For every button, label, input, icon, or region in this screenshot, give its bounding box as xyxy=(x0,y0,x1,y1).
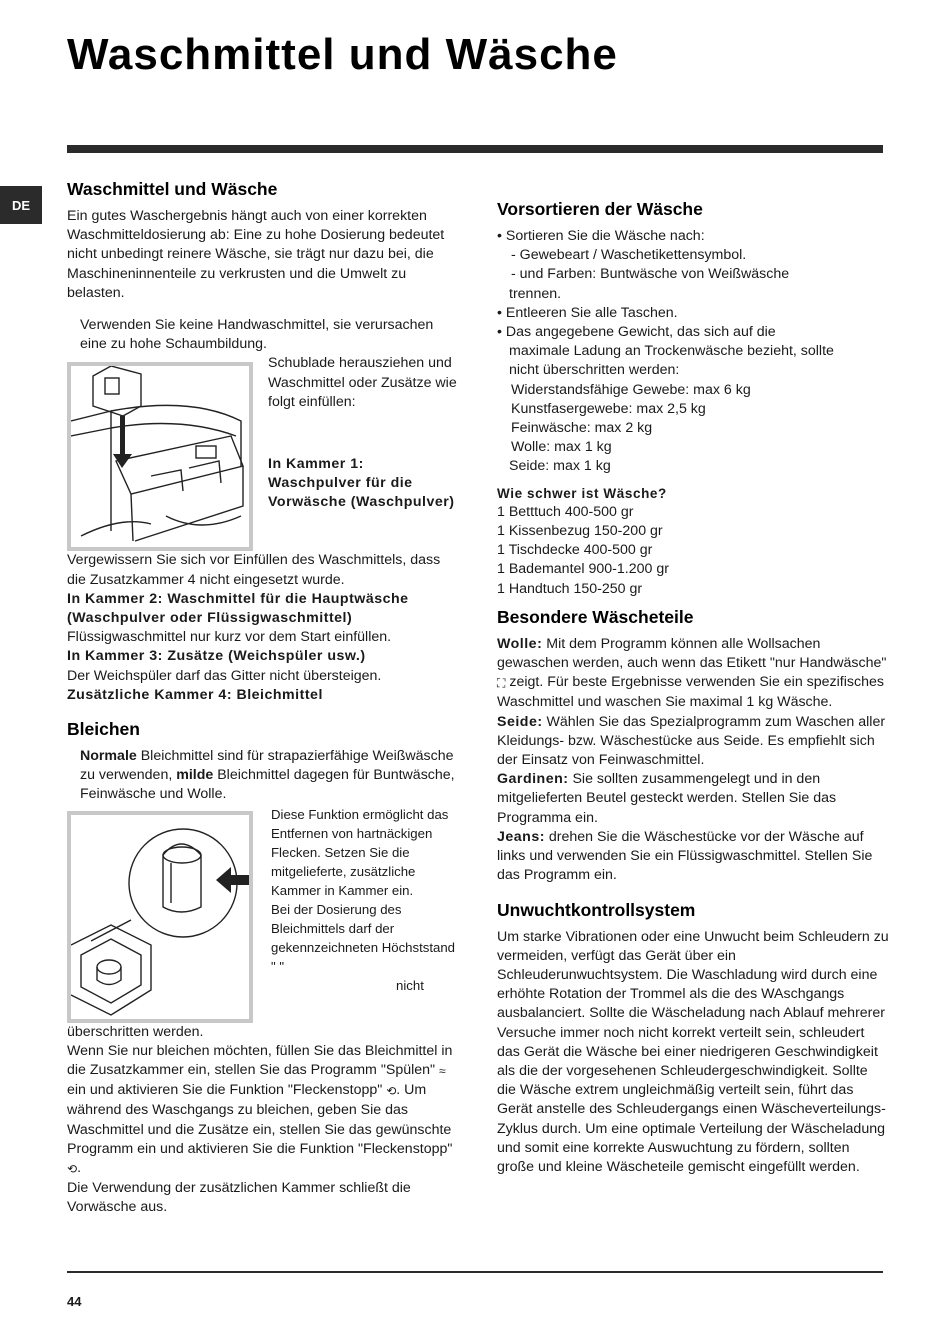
sorting-line-2: - Gewebeart / Waschetikettensymbol. xyxy=(511,247,747,264)
weight-item: 1 Handtuch 150-250 gr xyxy=(497,580,643,597)
curtains-text: Sie sollten zusammengelegt und in den mitgelieferten Beutel gesteckt werden. Stellen Sie das Programma ein. xyxy=(497,771,837,826)
bottom-divider xyxy=(67,1271,883,1273)
sorting-line-3: - und Farben: Buntwäsche von Weißwäsche xyxy=(511,266,790,283)
sorting-line-4: trennen. xyxy=(509,285,562,302)
intro-paragraph: Ein gutes Waschergebnis hängt auch von einer korrekten Waschmitteldosierung ab: Eine zu hohe Dosierung bedeutet nicht unbedingt reinere Wäsche, sie trägt nur dazu bei, die Maschineninnenteile zu verkrusten und die Umwelt zu belasten. xyxy=(67,208,445,301)
bleach-dosage-not: nicht xyxy=(396,977,424,993)
page-title: Waschmittel und Wäsche xyxy=(67,30,618,79)
weights-heading: Wie schwer ist Wäsche? xyxy=(497,485,667,501)
stain-stop-icon-2: ⟲ xyxy=(67,1162,78,1177)
load-delicate: Feinwäsche: max 2 kg xyxy=(511,420,653,437)
imbalance-paragraph: Um starke Vibrationen oder eine Unwucht beim Schleudern zu vermeiden, verfügt das Gerät über ein Schleuderunwuchtsystem. Die Waschladung wird durch eine erhöhte Rotation der Trommel als die des WAschgangs ausbalanciert. Sollte die Wäscheladung nach Ablauf mehrerer Versuche immer noch nicht korrekt verteilt sein, schleudert das Gerät die Wäsche bei einer niedrigeren Geschwindigkeit als die der vorgesehenen Schleudergeschwindigkeit. Sollte die Wäsche extrem ungleichmäßig verteilt sein, führt das Gerät anstelle des Schleudergangs einen Wäscheverteilungs-Zyklus durch. Um eine optimale Verteilung der Wäscheladung und somit eine korrekte Auswuchtung zu fördern, sollten große und kleine Wäscheteile gemischt eingefüllt werden. xyxy=(497,928,889,1175)
load-synthetic: Kunstfasergewebe: max 2,5 kg xyxy=(511,400,706,417)
stain-stop-icon: ⟲ xyxy=(386,1084,397,1099)
chamber-4-label: Zusätzliche Kammer 4: Bleichmittel xyxy=(67,686,323,703)
weight-item: 1 Betttuch 400-500 gr xyxy=(497,503,634,520)
drawer-drawing xyxy=(71,366,249,547)
load-wool: Wolle: max 1 kg xyxy=(511,439,612,456)
jeans-label: Jeans: xyxy=(497,828,545,845)
section-heading-imbalance: Unwuchtkontrollsystem xyxy=(497,899,696,920)
wool-paragraph xyxy=(497,635,889,713)
load-resistant: Widerstandsfähige Gewebe: max 6 kg xyxy=(511,381,751,398)
section-heading-bleaching: Bleichen xyxy=(67,719,140,740)
weight-item: 1 Bademantel 900-1.200 gr xyxy=(497,561,669,578)
extra-chamber-note: Die Verwendung der zusätzlichen Kammer schließt die Vorwäsche aus. xyxy=(67,1180,411,1216)
wool-text-a: Mit dem Programm können alle Wollsachen gewaschen werden, auch wenn das Etikett "nur Handwäsche" xyxy=(497,635,887,672)
section-heading-special-items: Besondere Wäscheteile xyxy=(497,606,694,627)
bleach-only-text-b: ein und aktivieren Sie die Funktion "Fleckenstopp" xyxy=(67,1082,387,1099)
bleach-function-text: Diese Funktion ermöglicht das Entfernen von hartnäckigen Flecken. Setzen Sie die mitgelieferte, zusätzliche Kammer in Kammer ein. xyxy=(271,806,449,898)
chamber-1-label: In Kammer 1: Waschpulver für die Vorwäsche (Waschpulver) xyxy=(268,456,455,511)
bleach-exceed-text: überschritten werden. xyxy=(67,1023,204,1040)
bleach-figure-block xyxy=(67,805,457,1023)
chamber-2-label: In Kammer 2: Waschmittel für die Hauptwäsche (Waschpulver oder Flüssigwaschmittel) xyxy=(67,590,409,627)
load-silk: Seide: max 1 kg xyxy=(509,458,611,475)
mild-bleach-text: Bleichmittel dagegen für Buntwäsche, Feinwäsche und Wolle. xyxy=(80,767,455,803)
bleach-dosage-text: Bei der Dosierung des Bleichmittels darf der gekennzeichneten Höchststand " " xyxy=(271,901,456,974)
top-divider xyxy=(67,145,883,153)
weight-item: 1 Kissenbezug 150-200 gr xyxy=(497,523,663,540)
detergent-drawer-illustration xyxy=(67,362,253,551)
weight-item: 1 Tischdecke 400-500 gr xyxy=(497,542,653,559)
section-heading-detergents: Waschmittel und Wäsche xyxy=(67,179,278,199)
bleach-container-illustration xyxy=(67,811,253,1023)
page-number: 44 xyxy=(67,1294,82,1309)
wool-label: Wolle: xyxy=(497,635,543,652)
bleach-only-text-c: . Um während des Waschgangs zu bleichen, geben Sie das Waschmittel und die Zusätze ein, stellen Sie das gewünschte Programm ein und aktivieren Sie die Funktion "Fleckenstopp" xyxy=(67,1082,453,1157)
section-heading-sorting: Vorsortieren der Wäsche xyxy=(497,199,703,219)
bleach-only-paragraph xyxy=(67,1042,457,1179)
language-tab: DE xyxy=(0,186,42,224)
hand-wash-icon: ⛶ xyxy=(497,676,506,691)
normal-bleach-label: Normale xyxy=(80,748,137,765)
sorting-line-7: maximale Ladung an Trockenwäsche bezieht, sollte xyxy=(509,343,834,360)
silk-label: Seide: xyxy=(497,713,543,730)
jeans-text: drehen Sie die Wäschestücke vor der Wäsche auf links und verwenden Sie ein Flüssigwaschmittel. Stellen Sie das Programm ein. xyxy=(497,828,873,884)
chamber-2-text: Flüssigwaschmittel nur kurz vor dem Start einfüllen. xyxy=(67,629,392,646)
normal-bleach-text: Bleichmittel sind für strapazierfähige Weißwäsche zu verwenden, xyxy=(80,748,454,784)
right-column xyxy=(497,198,889,1177)
sorting-line-5: • Entleeren Sie alle Taschen. xyxy=(497,304,678,321)
chamber-1-text: Vergewissern Sie sich vor Einfüllen des Waschmittels, dass die Zusatzkammer 4 nicht eingesetzt wurde. xyxy=(67,552,441,588)
chamber-3-text: Der Weichspüler darf das Gitter nicht übersteigen. xyxy=(67,667,382,684)
drawer-instruction: Schublade herausziehen und Waschmittel oder Zusätze wie folgt einfüllen: xyxy=(268,355,457,410)
wool-text-b: zeigt. Für beste Ergebnisse verwenden Sie ein spezifisches Waschmittel und waschen Sie maximal 1 kg Wäsche. xyxy=(497,674,884,711)
mild-bleach-label: milde xyxy=(176,767,214,784)
bleach-only-text-a: Wenn Sie nur bleichen möchten, füllen Sie das Bleichmittel in die Zusatzkammer ein, stellen Sie das Programm "Spülen" xyxy=(67,1042,453,1079)
silk-text: Wählen Sie das Spezialprogramm zum Waschen aller Kleidungs- bzw. Wäschestücke aus Seide. Es empfiehlt sich der Einsatz von Feinwaschmittel. xyxy=(497,713,886,769)
sorting-line-1: • Sortieren Sie die Wäsche nach: xyxy=(497,228,705,244)
rinse-icon: ≈ xyxy=(439,1064,446,1079)
left-column xyxy=(67,178,457,1218)
bleach-only-text-d: . xyxy=(77,1160,82,1177)
sorting-line-8: nicht überschritten werden: xyxy=(509,362,680,379)
warning-paragraph: Verwenden Sie keine Handwaschmittel, sie verursachen eine zu hohe Schaumbildung. xyxy=(80,317,434,353)
sorting-line-6: • Das angegebene Gewicht, das sich auf die xyxy=(497,324,776,341)
curtains-label: Gardinen: xyxy=(497,771,569,788)
bleach-drawing xyxy=(71,815,249,1019)
chamber-3-label: In Kammer 3: Zusätze (Weichspüler usw.) xyxy=(67,648,366,665)
drawer-figure-block xyxy=(67,354,457,551)
